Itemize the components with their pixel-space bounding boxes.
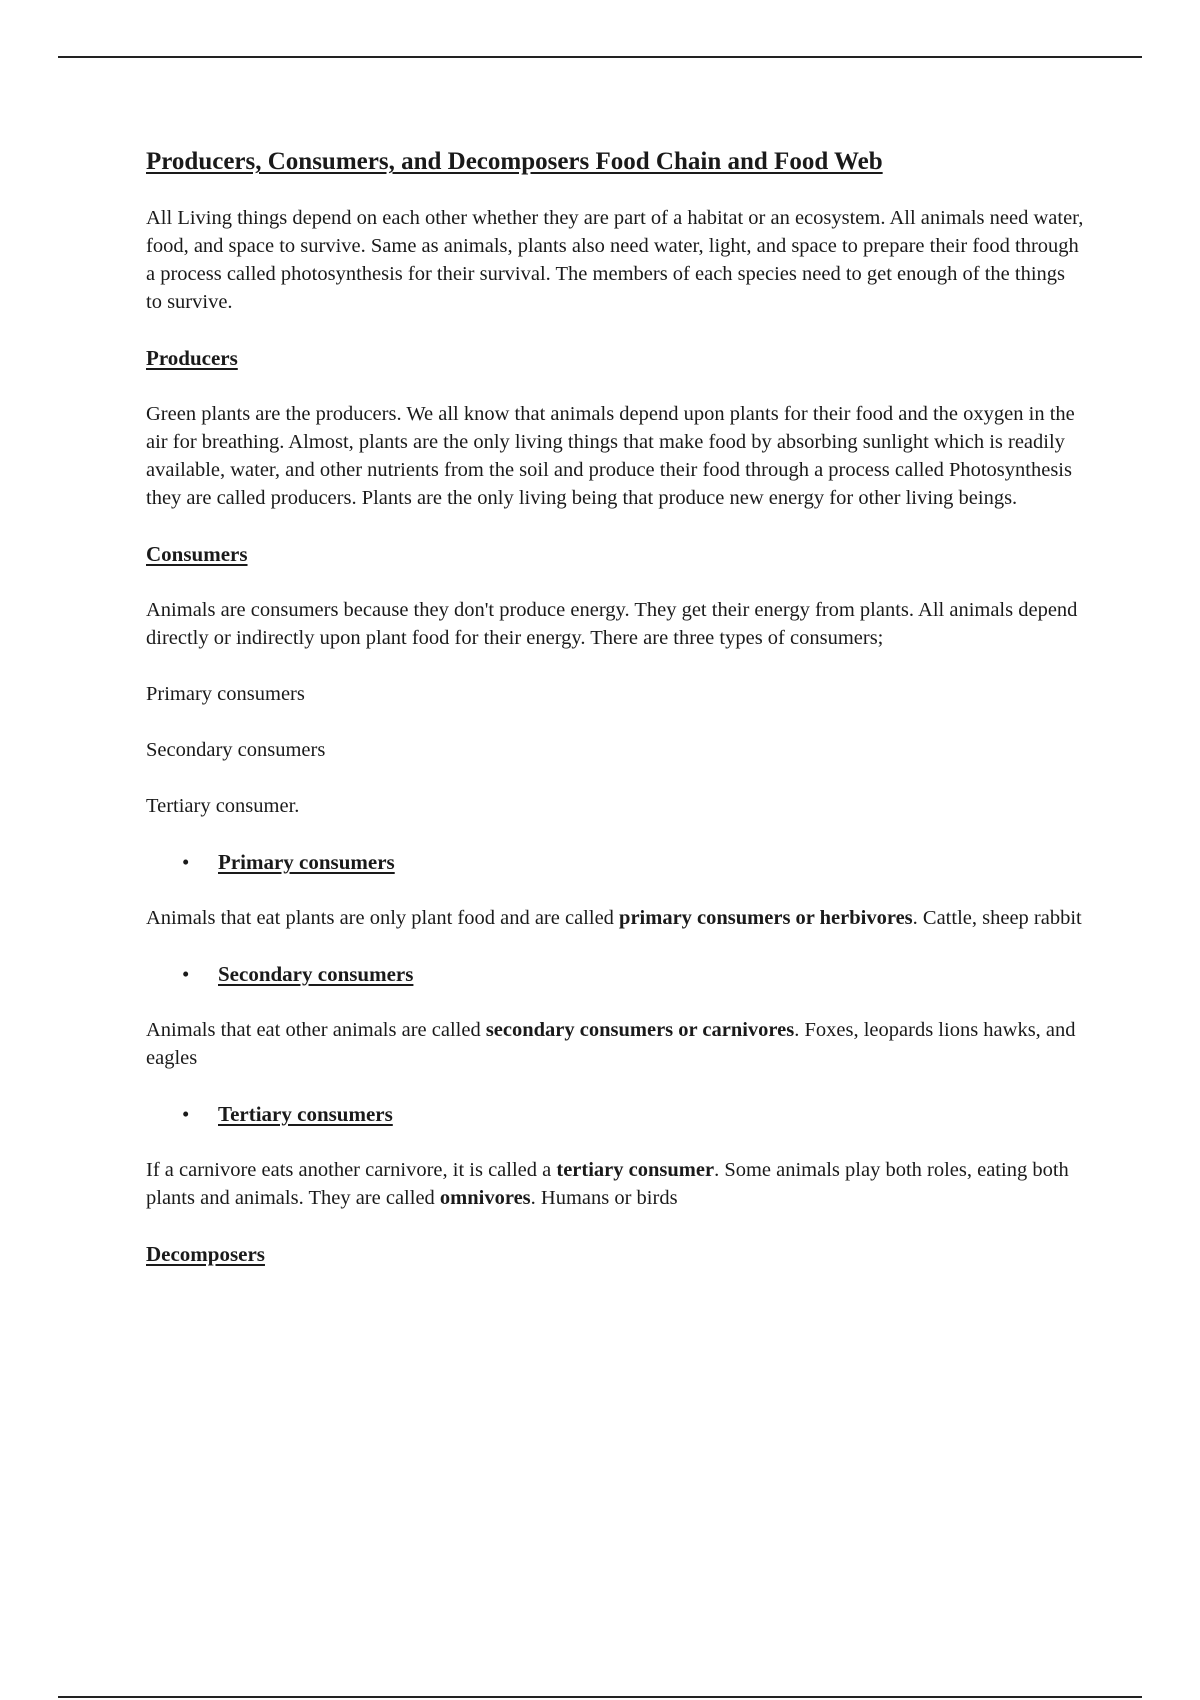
consumers-paragraph: Animals are consumers because they don't produce energy. They get their energy from plants. All animals depend directly or indirectly upon plant food for their energy. There are three types of consumers; bbox=[146, 599, 1078, 649]
tertiary-text-after: . Humans or birds bbox=[530, 1187, 678, 1209]
primary-text-before: Animals that eat plants are only plant food and are called bbox=[146, 907, 620, 929]
consumer-type-tertiary: Tertiary consumer. bbox=[146, 795, 300, 817]
primary-consumers-paragraph bbox=[146, 904, 1086, 932]
primary-consumers-heading-text: Primary consumers bbox=[218, 850, 395, 874]
primary-text-bold: primary consumers or herbivores bbox=[619, 907, 913, 929]
bullet-icon: • bbox=[182, 962, 190, 986]
producers-heading: Producers bbox=[146, 346, 238, 370]
bullet-icon: • bbox=[182, 1102, 190, 1126]
tertiary-text-bold2: omnivores bbox=[439, 1187, 531, 1209]
secondary-consumers-heading-text: Secondary consumers bbox=[218, 962, 414, 986]
top-rule bbox=[58, 56, 1142, 58]
tertiary-text-bold: tertiary consumer bbox=[556, 1159, 715, 1181]
secondary-text-before: Animals that eat other animals are called bbox=[146, 1019, 486, 1041]
decomposers-heading: Decomposers bbox=[146, 1242, 265, 1266]
document-title: Producers, Consumers, and Decomposers Food Chain and Food Web bbox=[146, 148, 883, 175]
tertiary-text-middle: . Some animals play both roles, eating both plants and animals. They are called bbox=[146, 1159, 1069, 1209]
secondary-consumers-paragraph bbox=[146, 1016, 1086, 1072]
primary-consumers-heading bbox=[182, 848, 1086, 876]
consumer-type-secondary: Secondary consumers bbox=[146, 739, 326, 761]
producers-paragraph: Green plants are the producers. We all know that animals depend upon plants for their food and the oxygen in the air for breathing. Almost, plants are the only living things that make food by absorbing sunlight which is readily available, water, and other nutrients from the soil and produce their food through a process called Photosynthesis they are called producers. Plants are the only living being that produce new energy for other living beings. bbox=[146, 403, 1075, 509]
secondary-consumers-heading bbox=[182, 960, 1086, 988]
consumer-type-primary: Primary consumers bbox=[146, 683, 305, 705]
consumers-heading: Consumers bbox=[146, 542, 248, 566]
intro-paragraph: All Living things depend on each other whether they are part of a habitat or an ecosystem. All animals need water, food, and space to survive. Same as animals, plants also need water, light, and space to prepare their food through a process called photosynthesis for their survival. The members of each species need to get enough of the things to survive. bbox=[146, 207, 1084, 313]
document-body bbox=[146, 146, 1086, 1296]
bottom-rule bbox=[58, 1696, 1142, 1698]
primary-text-after: . Cattle, sheep rabbit bbox=[912, 907, 1082, 929]
tertiary-consumers-heading bbox=[182, 1100, 1086, 1128]
tertiary-consumers-heading-text: Tertiary consumers bbox=[218, 1102, 393, 1126]
tertiary-text-before: If a carnivore eats another carnivore, it is called a bbox=[146, 1159, 557, 1181]
secondary-text-after: . Foxes, leopards lions hawks, and eagles bbox=[146, 1019, 1076, 1069]
secondary-text-bold: secondary consumers or carnivores bbox=[485, 1019, 795, 1041]
tertiary-consumers-paragraph bbox=[146, 1156, 1086, 1212]
bullet-icon: • bbox=[182, 850, 190, 874]
